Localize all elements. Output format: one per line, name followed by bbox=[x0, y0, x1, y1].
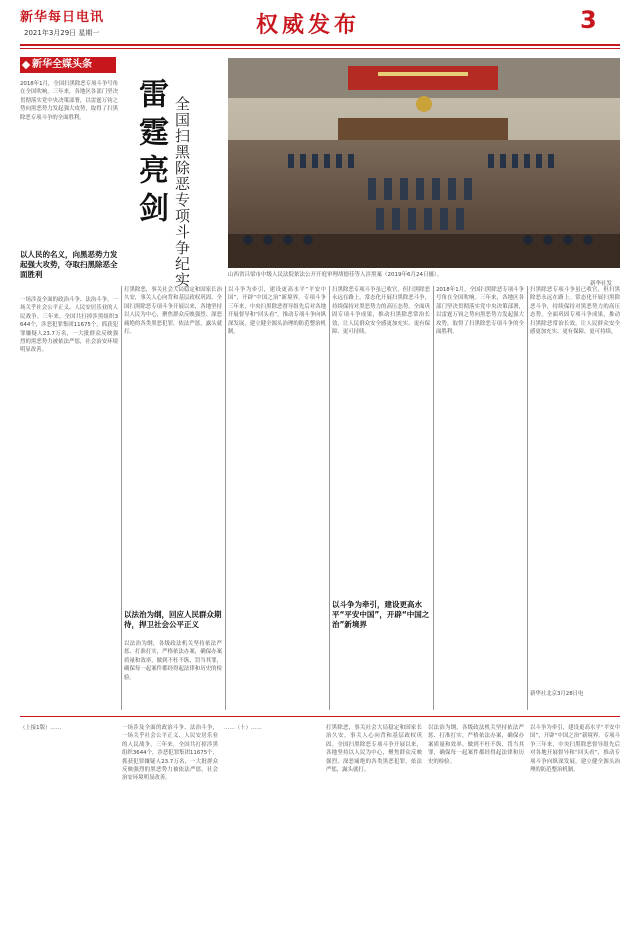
continued-3: ……（十）…… bbox=[224, 725, 262, 731]
courtroom-photo bbox=[228, 58, 620, 268]
continued-1: （上接1版）…… bbox=[20, 725, 62, 731]
header-rule bbox=[20, 44, 620, 46]
column-separator bbox=[527, 286, 528, 710]
section-title: 权威发布 bbox=[256, 12, 361, 38]
paragraph-5: 以斗争为牵引，建设更高水平“平安中国”，开辟“中国之治”新境界。专项斗争三年来，中央扫黑除恶督导组先后对各地开展督导和“回头看”，推动专项斗争向纵深发展，建立健全源头治理的防范整治机制。 bbox=[228, 287, 326, 336]
headline-main: 雷霆亮剑 bbox=[133, 78, 168, 230]
continued-6: 以斗争为牵引，建设更高水平“平安中国”，开辟“中国之治”新境界。专项斗争三年来，中央扫黑除恶督导组先后对各地开展督导和“回头看”，推动专项斗争向纵深发展，建立健全源头治理的防范整治机制。 bbox=[530, 725, 620, 774]
header-rule-thin bbox=[20, 48, 620, 49]
column-separator bbox=[225, 286, 226, 710]
headline-sub: 全国扫黑除恶专项斗争纪实 bbox=[173, 96, 191, 288]
paragraph-6: 扫黑除恶专项斗争虽已收官，但扫黑除恶永远在路上。常态化开展扫黑除恶斗争，持续保持对黑恶势力的高压态势，全面巩固专项斗争成果，推动扫黑除恶常治长效，让人民群众安全感更加充实、更有保障、更可持续。 bbox=[332, 287, 430, 336]
newspaper-brand: 新华每日电讯 bbox=[20, 10, 105, 25]
continued-4: 打黑除恶，事关社会大局稳定和国家长治久安，事关人心向背和基层政权巩固。全国扫黑除恶专项斗争开展以来，各地坚持以人民为中心，聚焦群众反映强烈、深恶痛绝的各类黑恶犯罪，依法严惩，露头就打。 bbox=[326, 725, 422, 774]
paragraph-2: 一场涉及全面的政治斗争、法治斗争，一场关乎社会公平正义、人民安居乐业的人民战争。三年来，全国共打掉涉黑组织3644个，涉恶犯罪集团11675个，抓获犯罪嫌疑人23.7万名，一大批群众反映强烈的黑恶势力被依法严惩，社会治安环境明显改善。 bbox=[20, 297, 118, 354]
bottom-divider bbox=[20, 716, 620, 717]
photo-credit: 新华社发 bbox=[590, 281, 613, 287]
lead-paragraph-1: 2018年1月，全国扫黑除恶专项斗争号角在全国吹响。三年来，各地区各部门坚决贯彻落实党中央决策部署，以雷霆万钧之势向黑恶势力发起强大攻势，取得了扫黑除恶专项斗争的全面胜利。 bbox=[20, 81, 118, 121]
dateline: 新华社北京3月28日电 bbox=[530, 691, 584, 697]
paragraph-3: 打黑除恶，事关社会大局稳定和国家长治久安，事关人心向背和基层政权巩固。全国扫黑除恶专项斗争开展以来，各地坚持以人民为中心，聚焦群众反映强烈、深恶痛绝的各类黑恶犯罪，依法严惩，露头就打。 bbox=[124, 287, 222, 336]
continued-2: 一场涉及全面的政治斗争、法治斗争，一场关乎社会公平正义、人民安居乐业的人民战争。三年来，全国共打掉涉黑组织3644个，涉恶犯罪集团11675个，抓获犯罪嫌疑人23.7万名，一大批群众反映强烈的黑恶势力被依法严惩，社会治安环境明显改善。 bbox=[122, 725, 218, 782]
paragraph-4: 以法治为纲，各级政法机关坚持依法严惩、打准打实，严格依法办案，确保办案质量和效率，做到不枉不纵、罚当其罪，确保每一起案件都经得起法律和历史的检验。 bbox=[124, 641, 222, 681]
subhead-1: 以人民的名义，向黑恶势力发起强大攻势，夺取扫黑除恶全面胜利 bbox=[20, 250, 118, 279]
continued-5: 以法治为纲，各级政法机关坚持依法严惩、打准打实，严格依法办案，确保办案质量和效率，做到不枉不纵、罚当其罪，确保每一起案件都经得起法律和历史的检验。 bbox=[428, 725, 524, 765]
subhead-2: 以法治为纲，回应人民群众期待，捍卫社会公平正义 bbox=[124, 610, 222, 629]
column-separator bbox=[121, 286, 122, 710]
column-separator bbox=[433, 286, 434, 710]
courtroom-photo-image bbox=[228, 58, 620, 268]
paragraph-7: 2018年1月，全国扫黑除恶专项斗争号角在全国吹响。三年来，各地区各部门坚决贯彻落实党中央决策部署，以雷霆万钧之势向黑恶势力发起强大攻势，取得了扫黑除恶专项斗争的全面胜利。 bbox=[436, 287, 524, 336]
masthead bbox=[0, 0, 640, 46]
column-separator bbox=[329, 286, 330, 710]
photo-caption: 山西省吕梁市中级人民法院依法公开开庭审理胡德佳等人涉黑案（2019年6月24日摄）。 bbox=[228, 272, 443, 278]
page-number: 3 bbox=[580, 6, 597, 34]
column-tag: 新华全媒头条 bbox=[20, 57, 116, 73]
issue-date: 2021年3月29日 星期一 bbox=[24, 29, 100, 37]
subhead-3: 以斗争为牵引，建设更高水平“平安中国”，开辟“中国之治”新境界 bbox=[332, 600, 430, 629]
paragraph-8: 扫黑除恶专项斗争虽已收官，但扫黑除恶永远在路上。常态化开展扫黑除恶斗争，持续保持对黑恶势力的高压态势，全面巩固专项斗争成果，推动扫黑除恶常治长效，让人民群众安全感更加充实、更有保障、更可持续。 bbox=[530, 287, 620, 336]
